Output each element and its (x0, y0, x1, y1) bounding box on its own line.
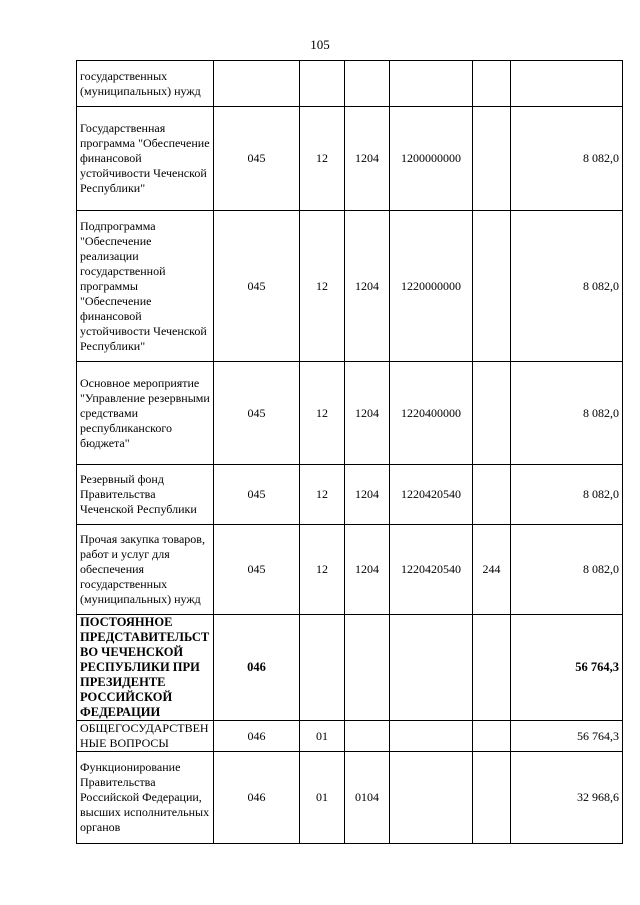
ministry-code-cell: 045 (214, 525, 300, 615)
expense-type-cell (473, 752, 511, 844)
subsection-code-cell (345, 721, 390, 752)
table-row (77, 615, 623, 721)
target-code-cell: 1220420540 (390, 465, 473, 525)
section-code-cell: 12 (300, 107, 345, 211)
ministry-code-cell: 045 (214, 107, 300, 211)
table-row (77, 465, 623, 525)
row-name-cell: ОБЩЕГОСУДАРСТВЕННЫЕ ВОПРОСЫ (77, 721, 214, 752)
ministry-code-cell: 045 (214, 211, 300, 362)
expense-type-cell (473, 211, 511, 362)
ministry-code-cell: 046 (214, 752, 300, 844)
subsection-code-cell: 1204 (345, 525, 390, 615)
table-row (77, 211, 623, 362)
section-code-cell: 12 (300, 465, 345, 525)
sum-cell: 32 968,6 (511, 752, 623, 844)
sum-cell: 8 082,0 (511, 211, 623, 362)
expense-type-cell (473, 465, 511, 525)
expense-type-cell (473, 362, 511, 465)
page-number: 105 (310, 37, 330, 52)
section-code-cell: 01 (300, 752, 345, 844)
table-row (77, 525, 623, 615)
ministry-code-cell: 046 (214, 615, 300, 721)
target-code-cell (390, 615, 473, 721)
section-code-cell (300, 615, 345, 721)
target-code-cell (390, 721, 473, 752)
table-row (77, 61, 623, 107)
row-name-cell: Прочая закупка товаров, работ и услуг для обеспечения государственных (муниципальных) нужд (77, 525, 214, 615)
sum-cell: 8 082,0 (511, 107, 623, 211)
subsection-code-cell (345, 615, 390, 721)
subsection-code-cell: 1204 (345, 107, 390, 211)
table-row (77, 107, 623, 211)
row-name-cell: Функционирование Правительства Российской Федерации, высших исполнительных органов (77, 752, 214, 844)
ministry-code-cell: 046 (214, 721, 300, 752)
target-code-cell (390, 752, 473, 844)
ministry-code-cell (214, 61, 300, 107)
section-code-cell (300, 61, 345, 107)
section-code-cell: 12 (300, 525, 345, 615)
sum-cell: 56 764,3 (511, 721, 623, 752)
table-row (77, 721, 623, 752)
target-code-cell (390, 61, 473, 107)
section-code-cell: 12 (300, 211, 345, 362)
expense-type-cell (473, 721, 511, 752)
target-code-cell: 1220420540 (390, 525, 473, 615)
subsection-code-cell: 1204 (345, 465, 390, 525)
expense-type-cell: 244 (473, 525, 511, 615)
subsection-code-cell: 1204 (345, 362, 390, 465)
target-code-cell: 1220000000 (390, 211, 473, 362)
row-name-cell: Государственная программа "Обеспечение финансовой устойчивости Чеченской Республики" (77, 107, 214, 211)
sum-cell: 8 082,0 (511, 525, 623, 615)
sum-cell: 8 082,0 (511, 465, 623, 525)
subsection-code-cell: 0104 (345, 752, 390, 844)
row-name-cell: Основное мероприятие "Управление резервными средствами республиканского бюджета" (77, 362, 214, 465)
table-row (77, 752, 623, 844)
expense-type-cell (473, 615, 511, 721)
table-row (77, 362, 623, 465)
row-name-cell: Подпрограмма "Обеспечение реализации государственной программы "Обеспечение финансовой устойчивости Чеченской Республики" (77, 211, 214, 362)
section-code-cell: 01 (300, 721, 345, 752)
sum-cell: 8 082,0 (511, 362, 623, 465)
row-name-cell: государственных (муниципальных) нужд (77, 61, 214, 107)
ministry-code-cell: 045 (214, 362, 300, 465)
section-code-cell: 12 (300, 362, 345, 465)
row-name-cell: Резервный фонд Правительства Чеченской Республики (77, 465, 214, 525)
subsection-code-cell: 1204 (345, 211, 390, 362)
expense-type-cell (473, 61, 511, 107)
target-code-cell: 1200000000 (390, 107, 473, 211)
subsection-code-cell (345, 61, 390, 107)
sum-cell: 56 764,3 (511, 615, 623, 721)
sum-cell (511, 61, 623, 107)
ministry-code-cell: 045 (214, 465, 300, 525)
target-code-cell: 1220400000 (390, 362, 473, 465)
row-name-cell: ПОСТОЯННОЕ ПРЕДСТАВИТЕЛЬСТВО ЧЕЧЕНСКОЙ РЕСПУБЛИКИ ПРИ ПРЕЗИДЕНТЕ РОССИЙСКОЙ ФЕДЕРАЦИИ (77, 615, 214, 721)
budget-table (76, 60, 623, 844)
expense-type-cell (473, 107, 511, 211)
